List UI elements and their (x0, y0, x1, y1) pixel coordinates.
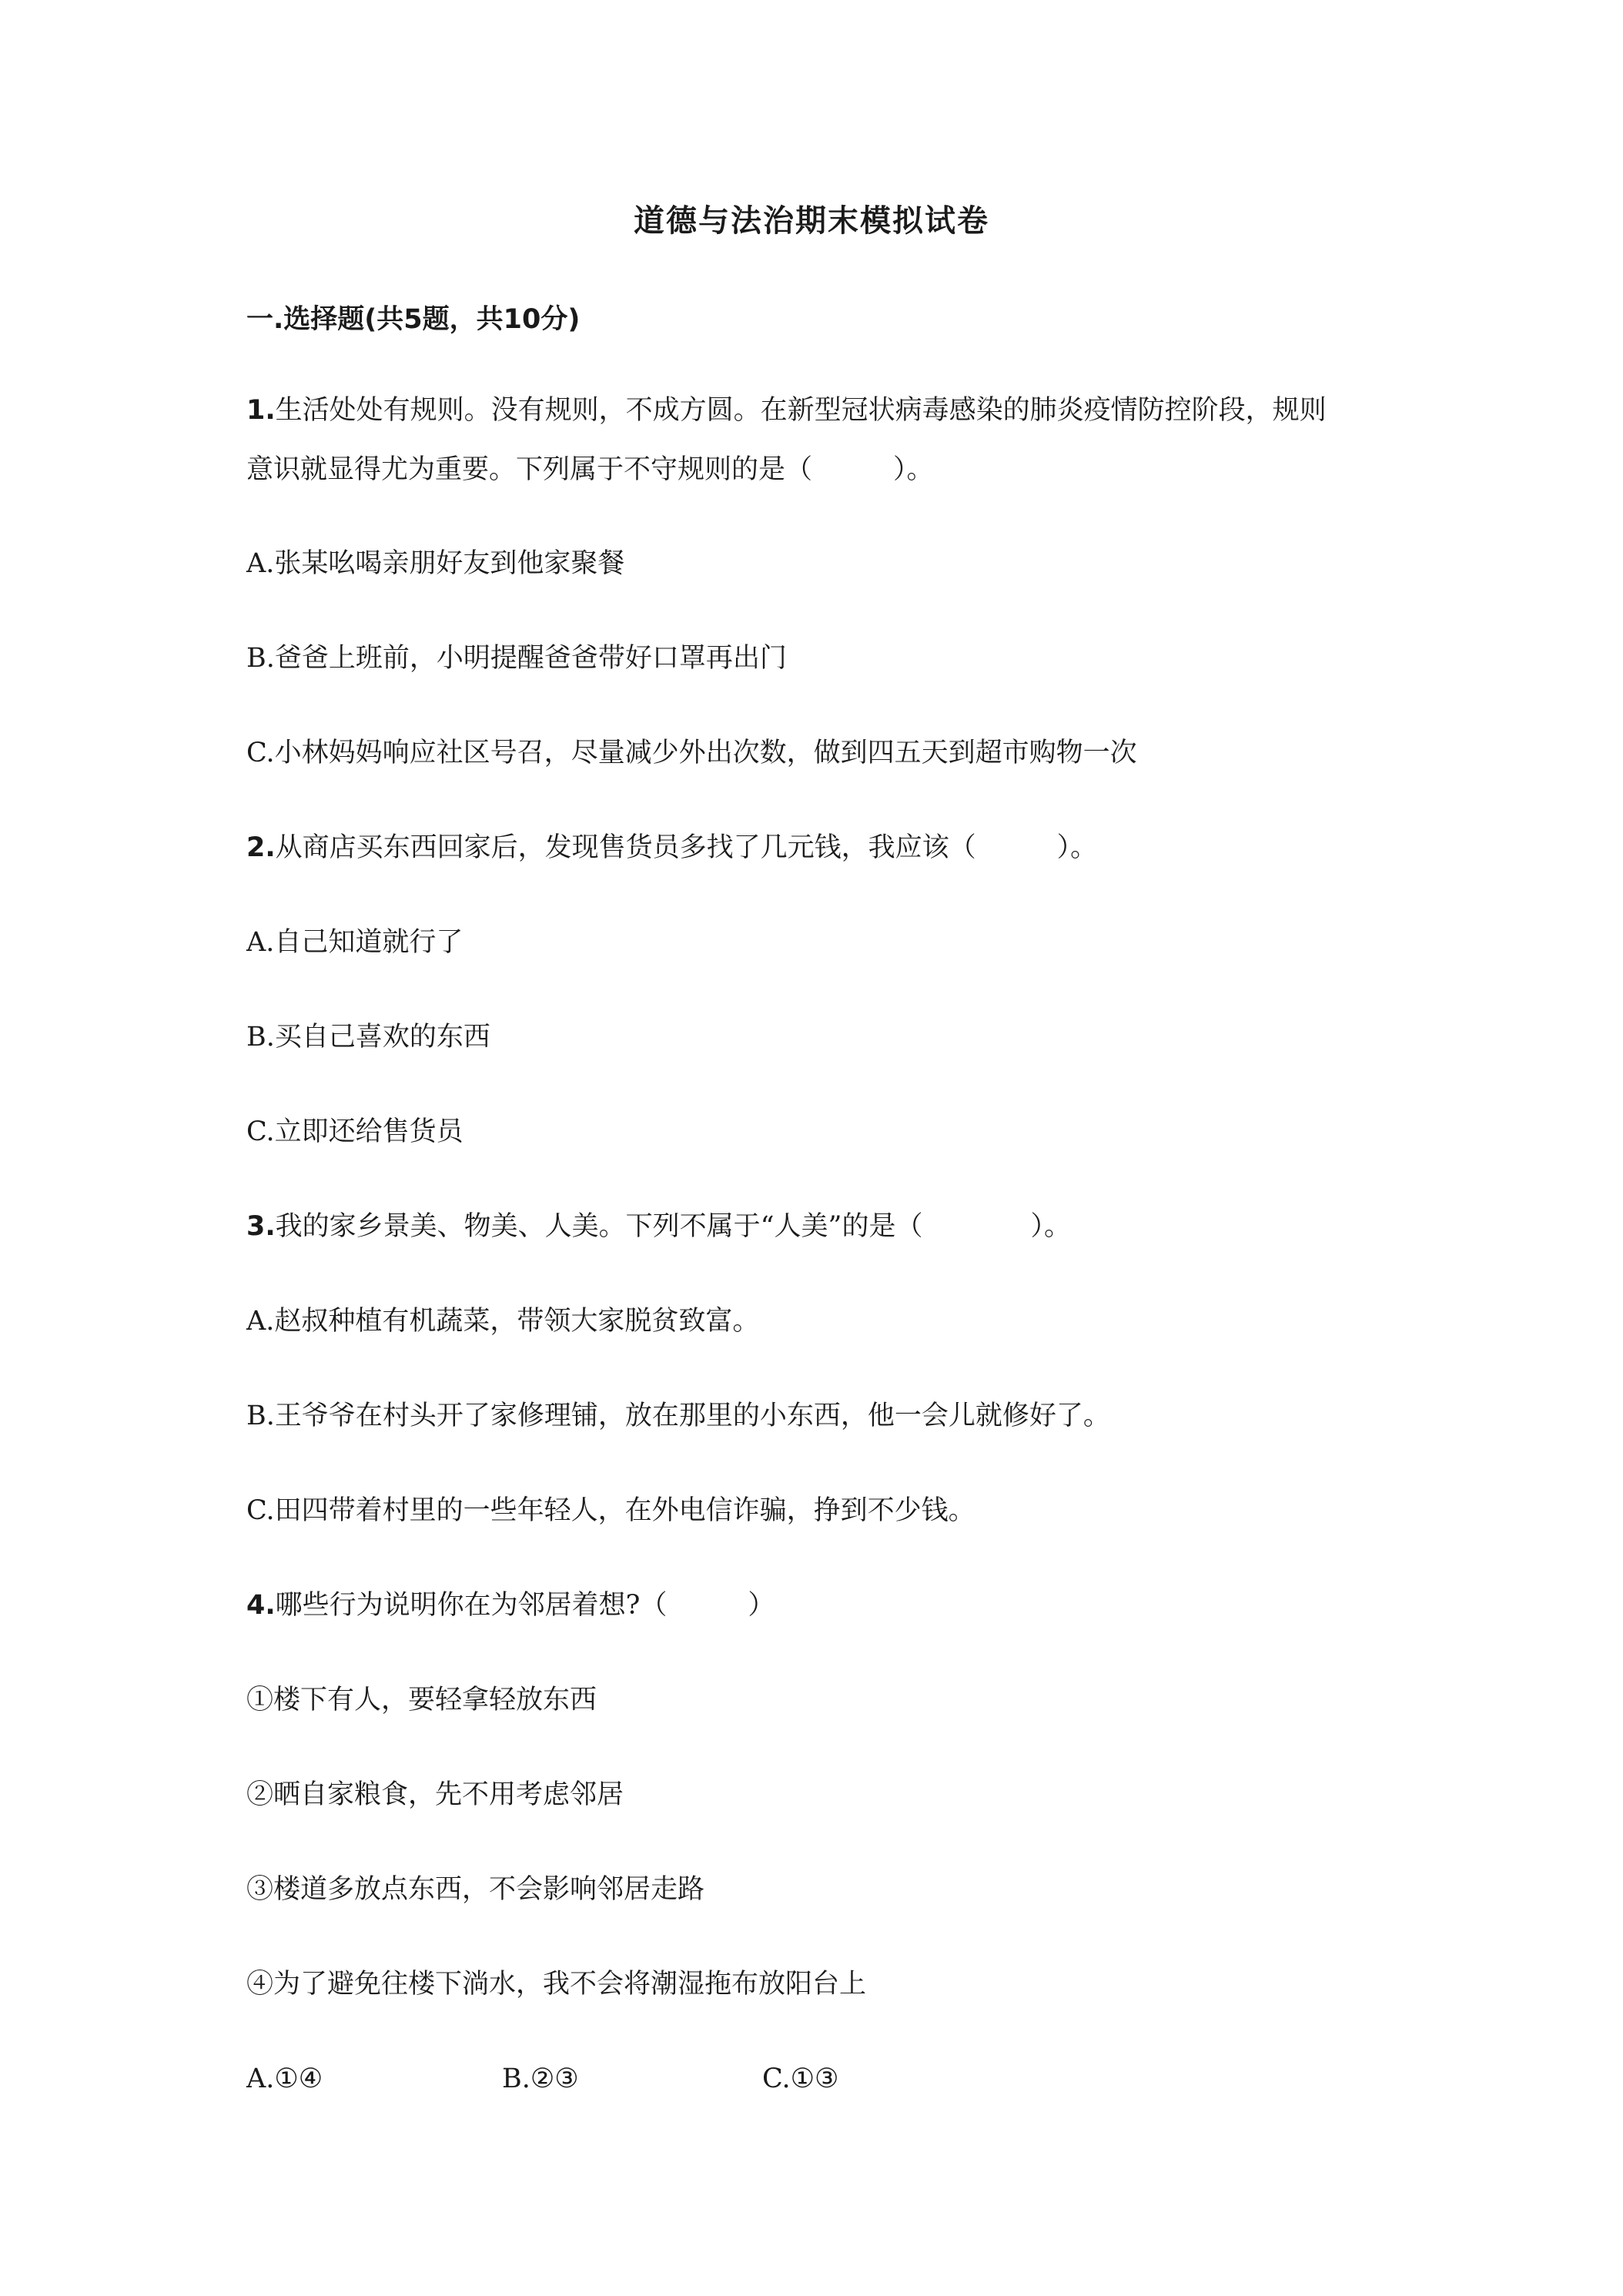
question-3-text: 我的家乡景美、物美、人美。下列不属于“人美”的是（ ）。 (275, 1211, 1071, 1242)
question-1-option-c: C.小林妈妈响应社区号召，尽量减少外出次数，做到四五天到超市购物一次 (246, 738, 1137, 768)
question-2-stem (246, 832, 1098, 863)
question-2-option-c: C.立即还给售货员 (246, 1116, 463, 1147)
question-3-option-b: B.王爷爷在村头开了家修理铺，放在那里的小东西，他一会儿就修好了。 (246, 1401, 1110, 1431)
question-4-text: 哪些行为说明你在为邻居着想?（ ） (275, 1590, 775, 1621)
section-heading: 一.选择题(共5题，共10分) (246, 304, 581, 335)
question-2-number: 2. (246, 832, 276, 863)
question-1-text: 生活处处有规则。没有规则，不成方圆。在新型冠状病毒感染的肺炎疫情防控阶段，规则 (275, 395, 1327, 426)
question-2-option-b: B.买自己喜欢的东西 (246, 1022, 490, 1053)
page-title: 道德与法治期末模拟试卷 (634, 203, 989, 239)
question-1-stem-line1 (246, 397, 1327, 424)
question-1-number: 1. (246, 395, 276, 426)
question-3-number: 3. (246, 1211, 276, 1242)
question-4-item-1: ①楼下有人，要轻拿轻放东西 (246, 1685, 597, 1715)
question-2-option-a: A.自己知道就行了 (246, 927, 463, 958)
question-4-item-4: ④为了避免往楼下淌水，我不会将潮湿拖布放阳台上 (246, 1969, 867, 2000)
question-4-item-3: ③楼道多放点东西，不会影响邻居走路 (246, 1874, 705, 1905)
question-4-stem (246, 1592, 775, 1619)
question-3-option-a: A.赵叔种植有机蔬菜，带领大家脱贫致富。 (246, 1306, 760, 1337)
question-4-option-b: B.②③ (502, 2063, 579, 2094)
question-4-option-c: C.①③ (762, 2063, 839, 2094)
question-3-option-c: C.田四带着村里的一些年轻人，在外电信诈骗，挣到不少钱。 (246, 1495, 975, 1526)
question-4-option-a: A.①④ (246, 2063, 323, 2094)
question-4-item-2: ②晒自家粮食，先不用考虑邻居 (246, 1779, 624, 1810)
question-4-number: 4. (246, 1590, 276, 1621)
question-2-text: 从商店买东西回家后，发现售货员多找了几元钱，我应该（ ）。 (275, 832, 1098, 863)
question-3-stem (246, 1213, 1071, 1240)
question-1-stem-line2: 意识就显得尤为重要。下列属于不守规则的是（ ）。 (246, 454, 934, 485)
question-1-option-a: A.张某吆喝亲朋好友到他家聚餐 (246, 548, 625, 579)
question-1-option-b: B.爸爸上班前，小明提醒爸爸带好口罩再出门 (246, 643, 787, 674)
